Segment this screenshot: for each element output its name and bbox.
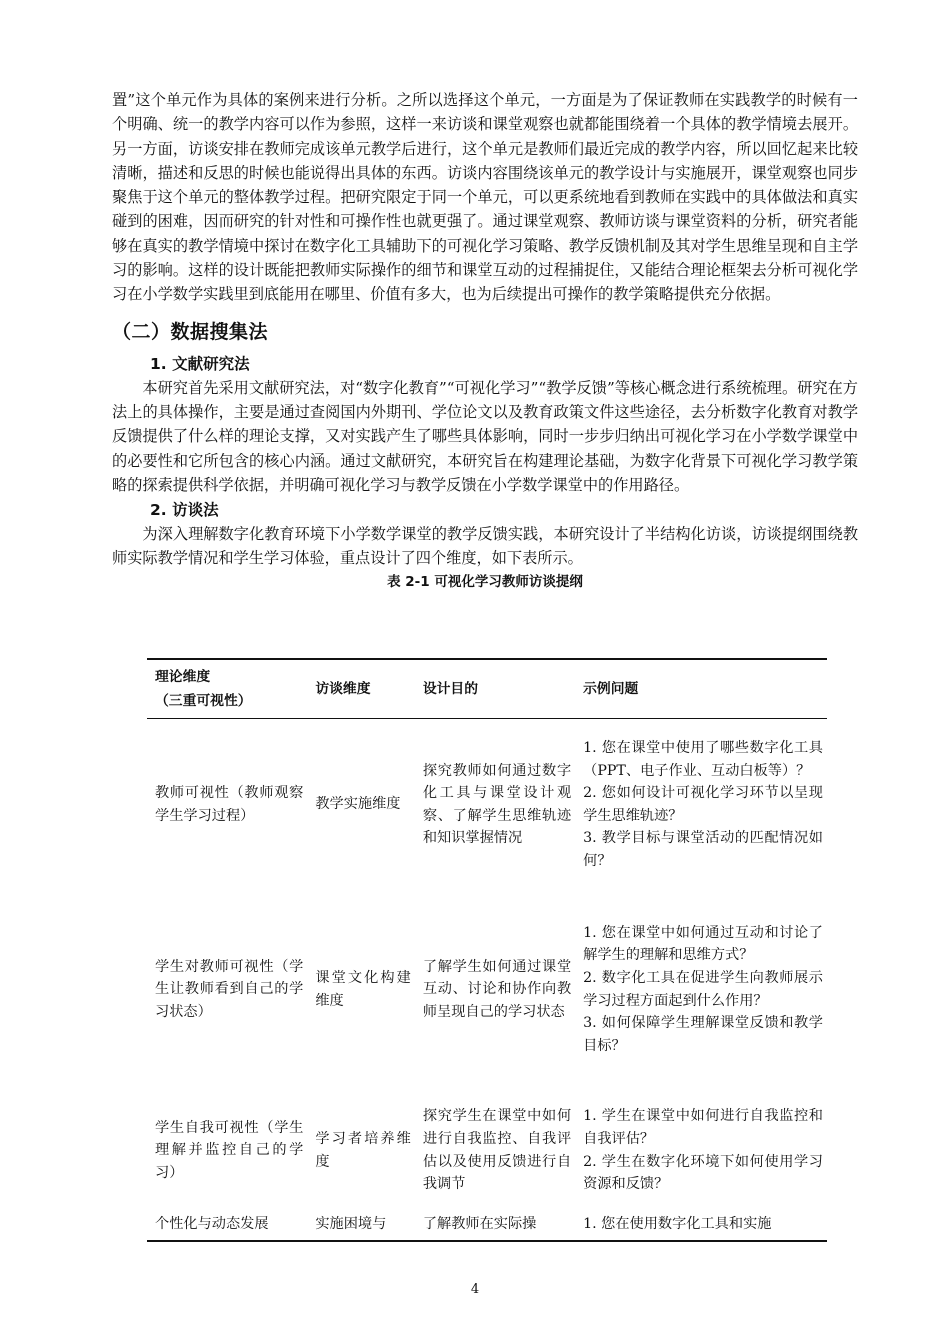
cell-questions (575, 1089, 827, 1213)
table-row (147, 1213, 827, 1241)
question-item: 1. 您在课堂中如何通过互动和讨论了解学生的理解和思维方式？ (583, 924, 823, 964)
document-body (112, 88, 858, 593)
subsection-heading-interview: 2. 访谈法 (150, 501, 219, 520)
table-row (147, 891, 827, 1089)
subsection-heading-literature: 1. 文献研究法 (150, 354, 250, 373)
header-theory-dimension (147, 659, 307, 719)
header-theory-label: 理论维度 （三重可视性） (155, 669, 252, 709)
interview-outline-table (147, 658, 827, 1242)
cell-questions (575, 1213, 827, 1241)
cell-questions (575, 891, 827, 1089)
literature-paragraph: 本研究首先采用文献研究法，对“数字化教育”“可视化学习”“教学反馈”等核心概念进行系统梳理。研究在方法上的具体操作，主要是通过查阅国内外期刊、学位论文以及教育政策文件这些途径，去分析数字化教育对教学反馈提供了什么样的理论支撑，又对实践产生了哪些具体影响，同时一步步归纳出可视化学习在小学数学课堂中的必要性和它所包含的核心内涵。通过文献研究，本研究旨在构建理论基础，为数字化背景下可视化学习教学策略的探索提供科学依据，并明确可视化学习与教学反馈在小学数学课堂中的作用路径。 (112, 378, 858, 494)
question-item: 2. 您如何设计可视化学习环节以呈现学生思维轨迹？ (583, 785, 823, 824)
page-number: 4 (470, 1282, 480, 1297)
question-item: 2. 学生在数字化环境下如何使用学习资源和反馈？ (583, 1153, 823, 1193)
header-example-questions: 示例问题 (575, 659, 827, 719)
cell-questions (575, 719, 827, 891)
cell-dimension: 学习者培养维度 (315, 1130, 411, 1170)
cell-purpose: 了解学生如何通过课堂互动、讨论和协作向教师呈现自己的学习状态 (422, 958, 572, 1020)
question-item: 1. 您在使用数字化工具和实施 (583, 1215, 772, 1232)
cell-dimension: 教学实施维度 (315, 796, 401, 813)
section-heading: （二）数据搜集法 (112, 320, 269, 343)
table-row (147, 1089, 827, 1213)
cell-theory: 个性化与动态发展 (147, 1213, 307, 1241)
table-header-row (147, 659, 827, 719)
cell-theory: 学生自我可视性（学生理解并监控自己的学习） (155, 1119, 304, 1181)
cell-purpose: 探究学生在课堂中如何进行自我监控、自我评估以及使用反馈进行自我调节 (422, 1108, 572, 1193)
question-item: 1. 您在课堂中使用了哪些数字化工具（PPT、电子作业、互动白板等）？ (583, 739, 823, 779)
cell-theory: 教师可视性（教师观察学生学习过程） (155, 785, 304, 824)
header-interview-dimension: 访谈维度 (307, 659, 414, 719)
question-item: 1. 学生在课堂中如何进行自我监控和自我评估？ (583, 1108, 823, 1147)
cell-dimension: 课堂文化构建维度 (315, 969, 411, 1009)
header-design-purpose: 设计目的 (415, 659, 575, 719)
cell-purpose: 探究教师如何通过数字化工具与课堂设计观察、了解学生思维轨迹和知识掌握情况 (422, 762, 572, 847)
cell-theory: 学生对教师可视性（学生让教师看到自己的学习状态） (155, 958, 304, 1020)
question-item: 2. 数字化工具在促进学生向教师展示学习过程方面起到什么作用？ (583, 969, 823, 1009)
intro-paragraph: 置”这个单元作为具体的案例来进行分析。之所以选择这个单元，一方面是为了保证教师在实践教学的时候有一个明确、统一的教学内容可以作为参照，这样一来访谈和课堂观察也就都能围绕着一个具体的教学情境去展开。另一方面，访谈安排在教师完成该单元教学后进行，这个单元是教师们最近完成的教学内容，所以回忆起来比较清晰，描述和反思的时候也能说得出具体的东西。访谈内容围绕该单元的教学设计与实施展开，课堂观察也同步聚焦于这个单元的整体教学过程。把研究限定于同一个单元，可以更系统地看到教师在实践中的具体做法和真实碰到的困难，因而研究的针对性和可操作性也就更强了。通过课堂观察、教师访谈与课堂资料的分析，研究者能够在真实的教学情境中探讨在数字化工具辅助下的可视化学习策略、教学反馈机制及其对学生思维呈现和自主学习的影响。这样的设计既能把教师实际操作的细节和课堂互动的过程捕捉住，又能结合理论框架去分析可视化学习在小学数学实践里到底能用在哪里、价值有多大，也为后续提出可操作的教学策略提供充分依据。 (112, 91, 858, 304)
table-caption: 表 2-1 可视化学习教师访谈提纲 (387, 573, 583, 590)
cell-dimension: 实施困境与 (307, 1213, 414, 1241)
question-item: 3. 如何保障学生理解课堂反馈和教学目标？ (583, 1015, 823, 1054)
interview-paragraph: 为深入理解数字化教育环境下小学数学课堂的教学反馈实践，本研究设计了半结构化访谈，访谈提纲围绕教师实际教学情况和学生学习体验，重点设计了四个维度，如下表所示。 (112, 525, 858, 568)
question-item: 3. 教学目标与课堂活动的匹配情况如何？ (583, 830, 823, 869)
cell-purpose: 了解教师在实际操 (415, 1213, 575, 1241)
table-row (147, 719, 827, 891)
